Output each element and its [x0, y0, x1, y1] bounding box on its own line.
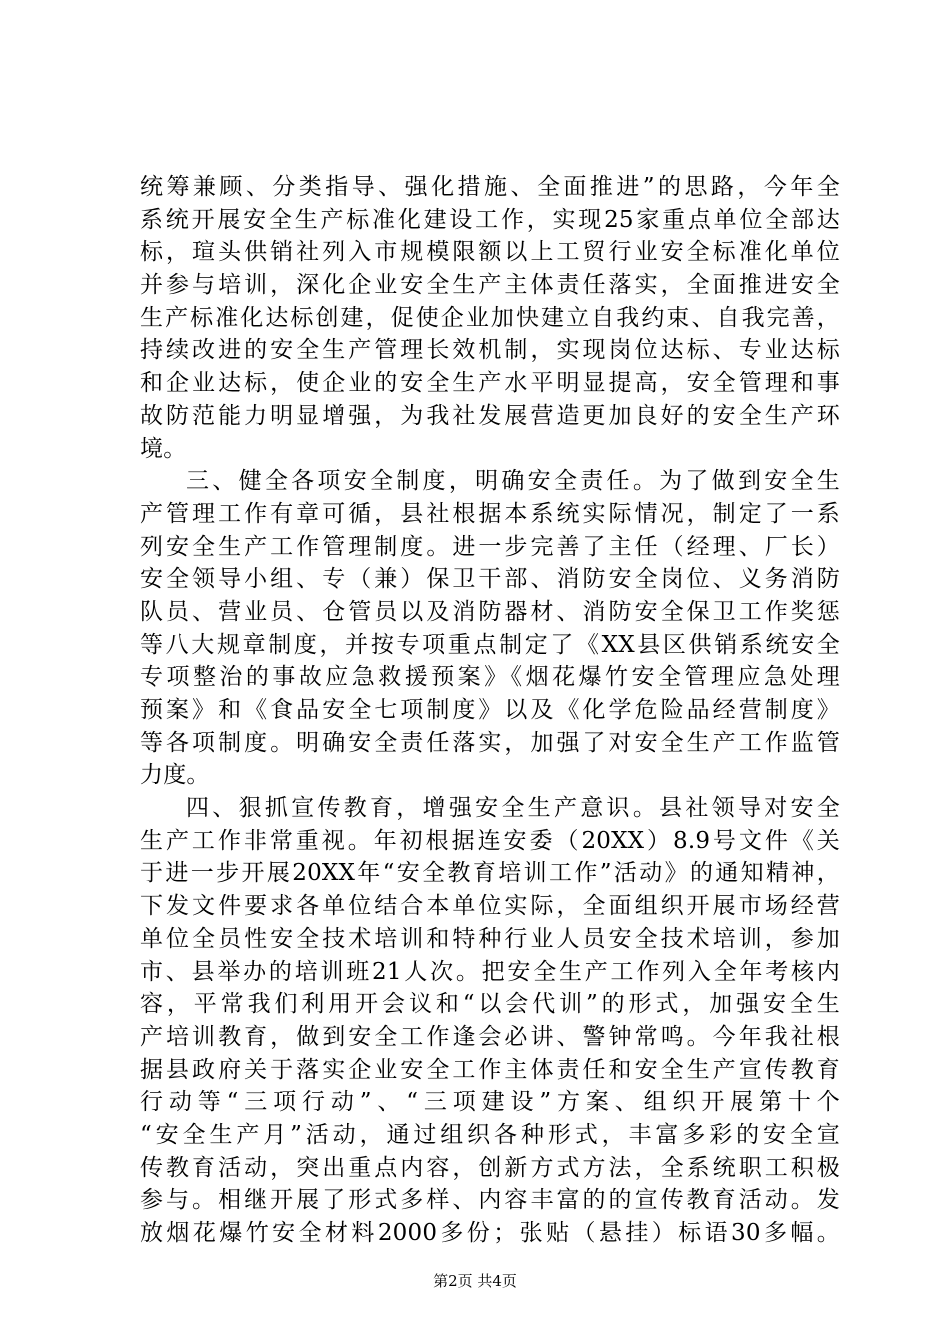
text-line: 专项整治的事故应急救援预案》《烟花爆竹安全管理应急处理 — [140, 664, 840, 691]
paragraph-start-line: 三、健全各项安全制度，明确安全责任。为了做到安全生 — [186, 468, 840, 495]
text-line: 放烟花爆竹安全材料2000多份；张贴（悬挂）标语30多幅。 — [140, 1220, 840, 1246]
text-line: 生产标准化达标创建，促使企业加快建立自我约束、自我完善， — [140, 304, 840, 331]
text-line: 预案》和《食品安全七项制度》以及《化学危险品经营制度》 — [140, 697, 840, 723]
text-line: 参与。相继开展了形式多样、内容丰富的的宣传教育活动。发 — [140, 1187, 840, 1214]
text-line: 统筹兼顾、分类指导、强化措施、全面推进”的思路，今年全 — [140, 174, 840, 200]
text-line: 等八大规章制度，并按专项重点制定了《XX县区供销系统安全 — [140, 631, 840, 658]
text-line: 队员、营业员、仓管员以及消防器材、消防安全保卫工作奖惩 — [140, 598, 840, 625]
paragraph-start-line: 四、狠抓宣传教育，增强安全生产意识。县社领导对安全 — [186, 795, 840, 822]
text-line: 标，瑄头供销社列入市规模限额以上工贸行业安全标准化单位 — [140, 239, 840, 266]
text-line: 故防范能力明显增强，为我社发展营造更加良好的安全生产环 — [140, 402, 840, 429]
text-line: 容，平常我们利用开会议和“以会代训”的形式，加强安全生 — [140, 991, 840, 1018]
document-body — [140, 171, 840, 1250]
text-line: 产管理工作有章可循，县社根据本系统实际情况，制定了一系 — [140, 500, 840, 527]
text-line: 单位全员性安全技术培训和特种行业人员安全技术培训，参加 — [140, 925, 840, 952]
text-line: “安全生产月”活动，通过组织各种形式，丰富多彩的安全宣 — [140, 1121, 840, 1148]
text-line: 市、县举办的培训班21人次。把安全生产工作列入全年考核内 — [140, 958, 840, 985]
text-line: 安全领导小组、专（兼）保卫干部、消防安全岗位、义务消防 — [140, 566, 840, 593]
text-line: 据县政府关于落实企业安全工作主体责任和安全生产宣传教育 — [140, 1056, 840, 1083]
text-line: 力度。 — [140, 762, 210, 789]
text-line: 列安全生产工作管理制度。进一步完善了主任（经理、厂长） — [140, 533, 840, 560]
text-line: 生产工作非常重视。年初根据连安委（20XX）8.9号文件《关 — [140, 827, 840, 854]
text-line: 行动等“三项行动”、“三项建设”方案、组织开展第十个 — [140, 1089, 840, 1116]
text-line: 境。 — [140, 435, 187, 462]
page-footer: 第2页 共4页 — [433, 1272, 517, 1290]
text-line: 传教育活动，突出重点内容，创新方式方法，全系统职工积极 — [140, 1154, 840, 1181]
text-line: 系统开展安全生产标准化建设工作，实现25家重点单位全部达 — [140, 206, 840, 233]
text-line: 产培训教育，做到安全工作逢会必讲、警钟常鸣。今年我社根 — [140, 1023, 840, 1050]
text-line: 并参与培训，深化企业安全生产主体责任落实，全面推进安全 — [140, 272, 840, 299]
text-line: 于进一步开展20XX年“安全教育培训工作”活动》的通知精神， — [140, 860, 840, 887]
text-line: 和企业达标，使企业的安全生产水平明显提高，安全管理和事 — [140, 370, 840, 397]
text-line: 等各项制度。明确安全责任落实，加强了对安全生产工作监管 — [140, 729, 840, 756]
text-line: 持续改进的安全生产管理长效机制，实现岗位达标、专业达标 — [140, 337, 840, 364]
text-line: 下发文件要求各单位结合本单位实际，全面组织开展市场经营 — [140, 893, 840, 920]
